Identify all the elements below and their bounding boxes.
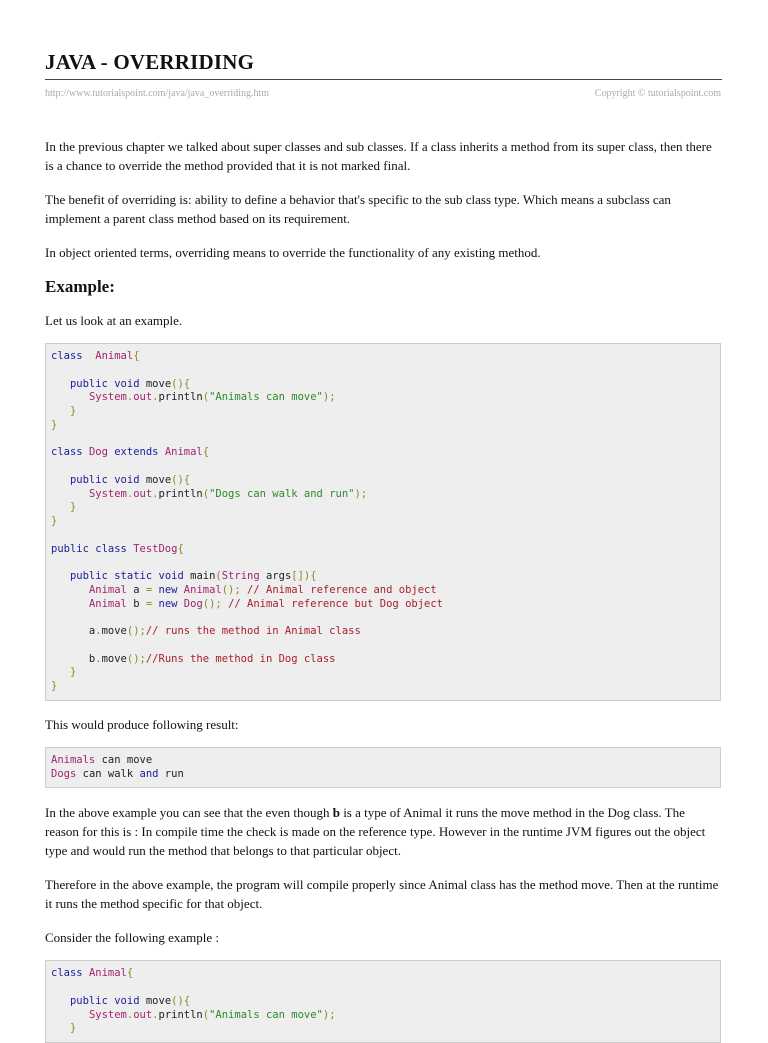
code-token: Animals: [51, 753, 96, 766]
code-token: Animal: [88, 967, 127, 980]
code-line: [51, 1009, 715, 1023]
example-intro-paragraph: Let us look at an example.: [45, 313, 183, 328]
code-token: {: [133, 350, 140, 362]
code-line: [51, 981, 715, 995]
code-token: move: [101, 625, 127, 637]
code-line: [51, 666, 715, 680]
code-line: [51, 543, 715, 557]
explanation-text-end: is a type of Animal it runs the move method in the Dog class. The reason for this is : In compile time the check is made on the reference type. However in the runtime JVM figures out the object type and would run the method that belongs to that particular object.: [45, 805, 706, 859]
code-token: a: [126, 583, 146, 596]
code-block-second-example: [45, 960, 721, 1043]
copyright-notice: Copyright © tutorialspoint.com: [594, 88, 721, 99]
code-token: }: [51, 515, 58, 527]
oop-terms-paragraph: In object oriented terms, overriding means to override the functionality of any existing method.: [45, 245, 541, 260]
code-token: [51, 666, 70, 678]
code-token: println: [158, 1008, 203, 1021]
code-token: static: [114, 570, 153, 582]
code-token: System: [88, 487, 127, 500]
code-token: []){: [291, 570, 317, 582]
code-token: }: [69, 501, 77, 514]
code-token: (: [202, 1008, 210, 1021]
code-token: public: [69, 994, 108, 1007]
code-line: [51, 460, 715, 474]
code-token: out: [133, 391, 153, 404]
code-token: }: [51, 680, 58, 692]
code-line: [51, 419, 715, 433]
code-token: Dogs: [51, 767, 77, 780]
code-token: [51, 501, 70, 513]
code-token: can walk: [76, 767, 140, 780]
code-token: .: [152, 487, 159, 500]
code-token: (: [202, 487, 210, 500]
code-token: (){: [171, 377, 191, 390]
code-token: [51, 474, 70, 486]
code-token: .: [126, 391, 134, 404]
code-token: =: [145, 583, 153, 596]
code-token: {: [202, 446, 210, 459]
code-line: [51, 754, 715, 768]
code-token: (: [202, 391, 210, 404]
code-token: [51, 570, 70, 582]
code-token: Dog: [88, 446, 108, 459]
code-token: b: [126, 597, 146, 610]
consider-paragraph: Consider the following example :: [45, 930, 220, 946]
code-token: println: [158, 487, 203, 500]
code-line: [51, 584, 715, 598]
example-heading: Example:: [45, 277, 115, 296]
code-token: public: [69, 377, 108, 390]
code-token: class: [51, 967, 83, 980]
code-token: main: [183, 570, 216, 582]
code-line: [51, 405, 715, 419]
code-token: Animal: [95, 350, 134, 362]
code-line: [51, 625, 715, 639]
code-token: );: [322, 1008, 336, 1021]
code-line: [51, 391, 715, 405]
code-token: Animal: [164, 446, 203, 459]
code-token: public: [51, 542, 89, 555]
code-token: ();: [221, 583, 241, 596]
code-token: Dog: [183, 597, 203, 610]
result-intro-paragraph: This would produce following result:: [45, 716, 239, 732]
code-line: [51, 967, 715, 981]
intro-paragraph: In the previous chapter we talked about super classes and sub classes. If a class inherits a method from its super class, then there is a chance to override the method provided that it is not marked final.: [45, 139, 712, 173]
code-token: Animal: [88, 583, 127, 596]
compile-paragraph: Therefore in the above example, the program will compile properly since Animal class has the method move. Then at the runtime it runs the method specific for that object.: [45, 877, 719, 912]
code-line: [51, 768, 715, 782]
benefit-paragraph: The benefit of overriding is: ability to define a behavior that's specific to the sub class type. Which means a subclass can implement a parent class method based on its requirement.: [45, 192, 671, 226]
code-token: //Runs the method in Dog class: [145, 652, 336, 665]
code-token: class: [95, 542, 127, 555]
code-token: }: [69, 405, 77, 417]
code-token: can move: [95, 753, 153, 766]
code-token: .: [152, 391, 159, 404]
source-url: http://www.tutorialspoint.com/java/java_overriding.htm: [45, 88, 270, 99]
code-token: move: [139, 377, 172, 390]
code-token: .: [95, 625, 102, 637]
code-token: );: [354, 487, 368, 500]
code-block-output: [45, 747, 721, 789]
code-token: class: [51, 350, 83, 362]
code-token: a: [51, 625, 96, 637]
code-token: String: [221, 570, 260, 582]
code-token: Animal: [183, 583, 222, 596]
code-token: .: [95, 652, 102, 665]
code-token: {: [177, 542, 184, 555]
code-token: out: [133, 487, 153, 500]
code-token: ();: [126, 652, 146, 665]
code-token: ();: [202, 597, 222, 610]
code-token: [51, 405, 70, 417]
code-token: public: [69, 570, 108, 582]
code-token: "Animals can move": [209, 391, 323, 404]
code-block-example: [45, 343, 721, 701]
code-token: {: [126, 967, 134, 980]
code-token: move: [139, 473, 172, 486]
code-token: // runs the method in Animal class: [145, 625, 361, 637]
code-token: TestDog: [133, 542, 178, 555]
code-token: }: [69, 666, 77, 679]
code-token: "Dogs can walk and run": [209, 487, 355, 500]
code-token: .: [126, 487, 134, 500]
page-title: JAVA - OVERRIDING: [45, 50, 255, 74]
code-token: void: [158, 570, 184, 582]
code-token: }: [51, 418, 58, 431]
code-token: (: [215, 570, 222, 582]
code-token: void: [114, 377, 140, 390]
code-line: [51, 529, 715, 543]
title-divider: [45, 79, 722, 80]
code-token: [51, 1009, 89, 1021]
code-token: (){: [171, 994, 191, 1007]
code-line: [51, 556, 715, 570]
code-token: // Animal reference but Dog object: [228, 597, 443, 610]
code-line: [51, 433, 715, 447]
code-token: new: [158, 583, 178, 596]
explanation-bold-variable: b: [332, 805, 340, 821]
code-token: class: [51, 446, 83, 459]
code-token: // Animal reference and object: [247, 583, 437, 596]
code-token: "Animals can move": [209, 1008, 323, 1021]
code-token: public: [69, 473, 108, 486]
code-line: [51, 364, 715, 378]
code-token: [51, 378, 70, 390]
code-token: args: [259, 570, 292, 582]
code-line: [51, 653, 715, 667]
code-token: b: [51, 652, 96, 665]
code-token: [51, 995, 70, 1007]
code-token: [51, 391, 89, 403]
code-line: [51, 474, 715, 488]
code-line: [51, 446, 715, 460]
code-token: =: [145, 597, 153, 610]
code-token: System: [88, 1008, 127, 1021]
code-token: [83, 350, 96, 362]
code-line: [51, 1022, 715, 1036]
code-token: void: [114, 994, 140, 1007]
code-line: [51, 995, 715, 1009]
code-line: [51, 570, 715, 584]
code-token: (){: [171, 473, 191, 486]
code-token: new: [158, 597, 178, 610]
code-token: and: [139, 767, 159, 780]
code-token: .: [152, 1008, 159, 1021]
code-token: move: [139, 994, 172, 1007]
article-body: [45, 137, 722, 1043]
explanation-paragraph: [45, 803, 722, 860]
explanation-text-start: In the above example you can see that the even though: [45, 805, 333, 821]
code-token: System: [88, 391, 127, 404]
code-line: [51, 378, 715, 392]
code-token: [51, 598, 89, 610]
code-token: [51, 1022, 70, 1034]
code-token: ();: [126, 625, 146, 637]
code-token: void: [114, 473, 140, 486]
code-line: [51, 680, 715, 694]
code-line: [51, 488, 715, 502]
code-token: [51, 584, 89, 596]
code-line: [51, 598, 715, 612]
code-line: [51, 515, 715, 529]
code-token: extends: [114, 446, 159, 459]
code-token: );: [322, 391, 336, 404]
code-line: [51, 350, 715, 364]
code-token: run: [158, 767, 184, 780]
code-line: [51, 639, 715, 653]
code-token: Animal: [88, 597, 127, 610]
code-token: out: [133, 1008, 153, 1021]
code-token: }: [69, 1022, 77, 1035]
code-token: move: [101, 652, 127, 665]
code-token: .: [126, 1008, 134, 1021]
code-token: println: [158, 391, 203, 404]
code-line: [51, 501, 715, 515]
code-token: [51, 488, 89, 500]
code-line: [51, 611, 715, 625]
